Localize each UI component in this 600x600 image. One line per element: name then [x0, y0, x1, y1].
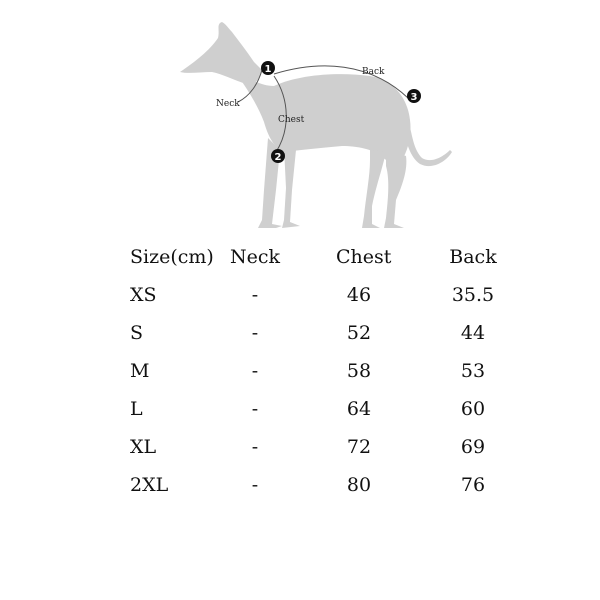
chest-label: Chest	[278, 115, 305, 125]
back-cell: 69	[460, 436, 486, 458]
header-size: Size(cm)	[130, 246, 214, 268]
neck-cell: -	[251, 474, 259, 496]
svg-text:1: 1	[264, 64, 272, 75]
neck-cell: -	[251, 322, 259, 344]
size-cell: L	[130, 398, 143, 420]
size-cell: XS	[130, 284, 157, 306]
back-cell: 44	[460, 322, 486, 344]
chest-cell: 72	[346, 436, 372, 458]
back-cell: 35.5	[451, 284, 495, 306]
chest-cell: 80	[346, 474, 372, 496]
chest-cell: 52	[346, 322, 372, 344]
header-chest: Chest	[336, 246, 392, 268]
table-row	[0, 354, 600, 392]
size-cell: M	[130, 360, 150, 382]
table-row	[0, 468, 600, 506]
header-neck: Neck	[230, 246, 281, 268]
chest-cell: 58	[346, 360, 372, 382]
size-cell: XL	[130, 436, 157, 458]
neck-cell: -	[251, 436, 259, 458]
badge-1	[261, 61, 275, 75]
table-row	[0, 316, 600, 354]
size-cell: 2XL	[130, 474, 169, 496]
back-cell: 53	[460, 360, 486, 382]
back-label: Back	[362, 67, 385, 77]
chest-cell: 46	[346, 284, 372, 306]
neck-cell: -	[251, 398, 259, 420]
header-back: Back	[449, 246, 497, 268]
size-chart-table	[0, 240, 600, 506]
neck-cell: -	[251, 360, 259, 382]
dog-silhouette	[180, 22, 452, 228]
back-cell: 60	[460, 398, 486, 420]
table-row	[0, 278, 600, 316]
table-row	[0, 392, 600, 430]
svg-text:3: 3	[410, 92, 418, 103]
svg-text:2: 2	[274, 152, 282, 163]
neck-label: Neck	[216, 99, 240, 109]
dog-silhouette-illustration	[150, 10, 470, 235]
size-cell: S	[130, 322, 144, 344]
badge-3	[407, 89, 421, 103]
table-row	[0, 430, 600, 468]
badge-2	[271, 149, 285, 163]
neck-cell: -	[251, 284, 259, 306]
dog-measurement-diagram	[150, 10, 470, 235]
table-header-row	[0, 240, 600, 278]
back-cell: 76	[460, 474, 486, 496]
chest-cell: 64	[346, 398, 372, 420]
